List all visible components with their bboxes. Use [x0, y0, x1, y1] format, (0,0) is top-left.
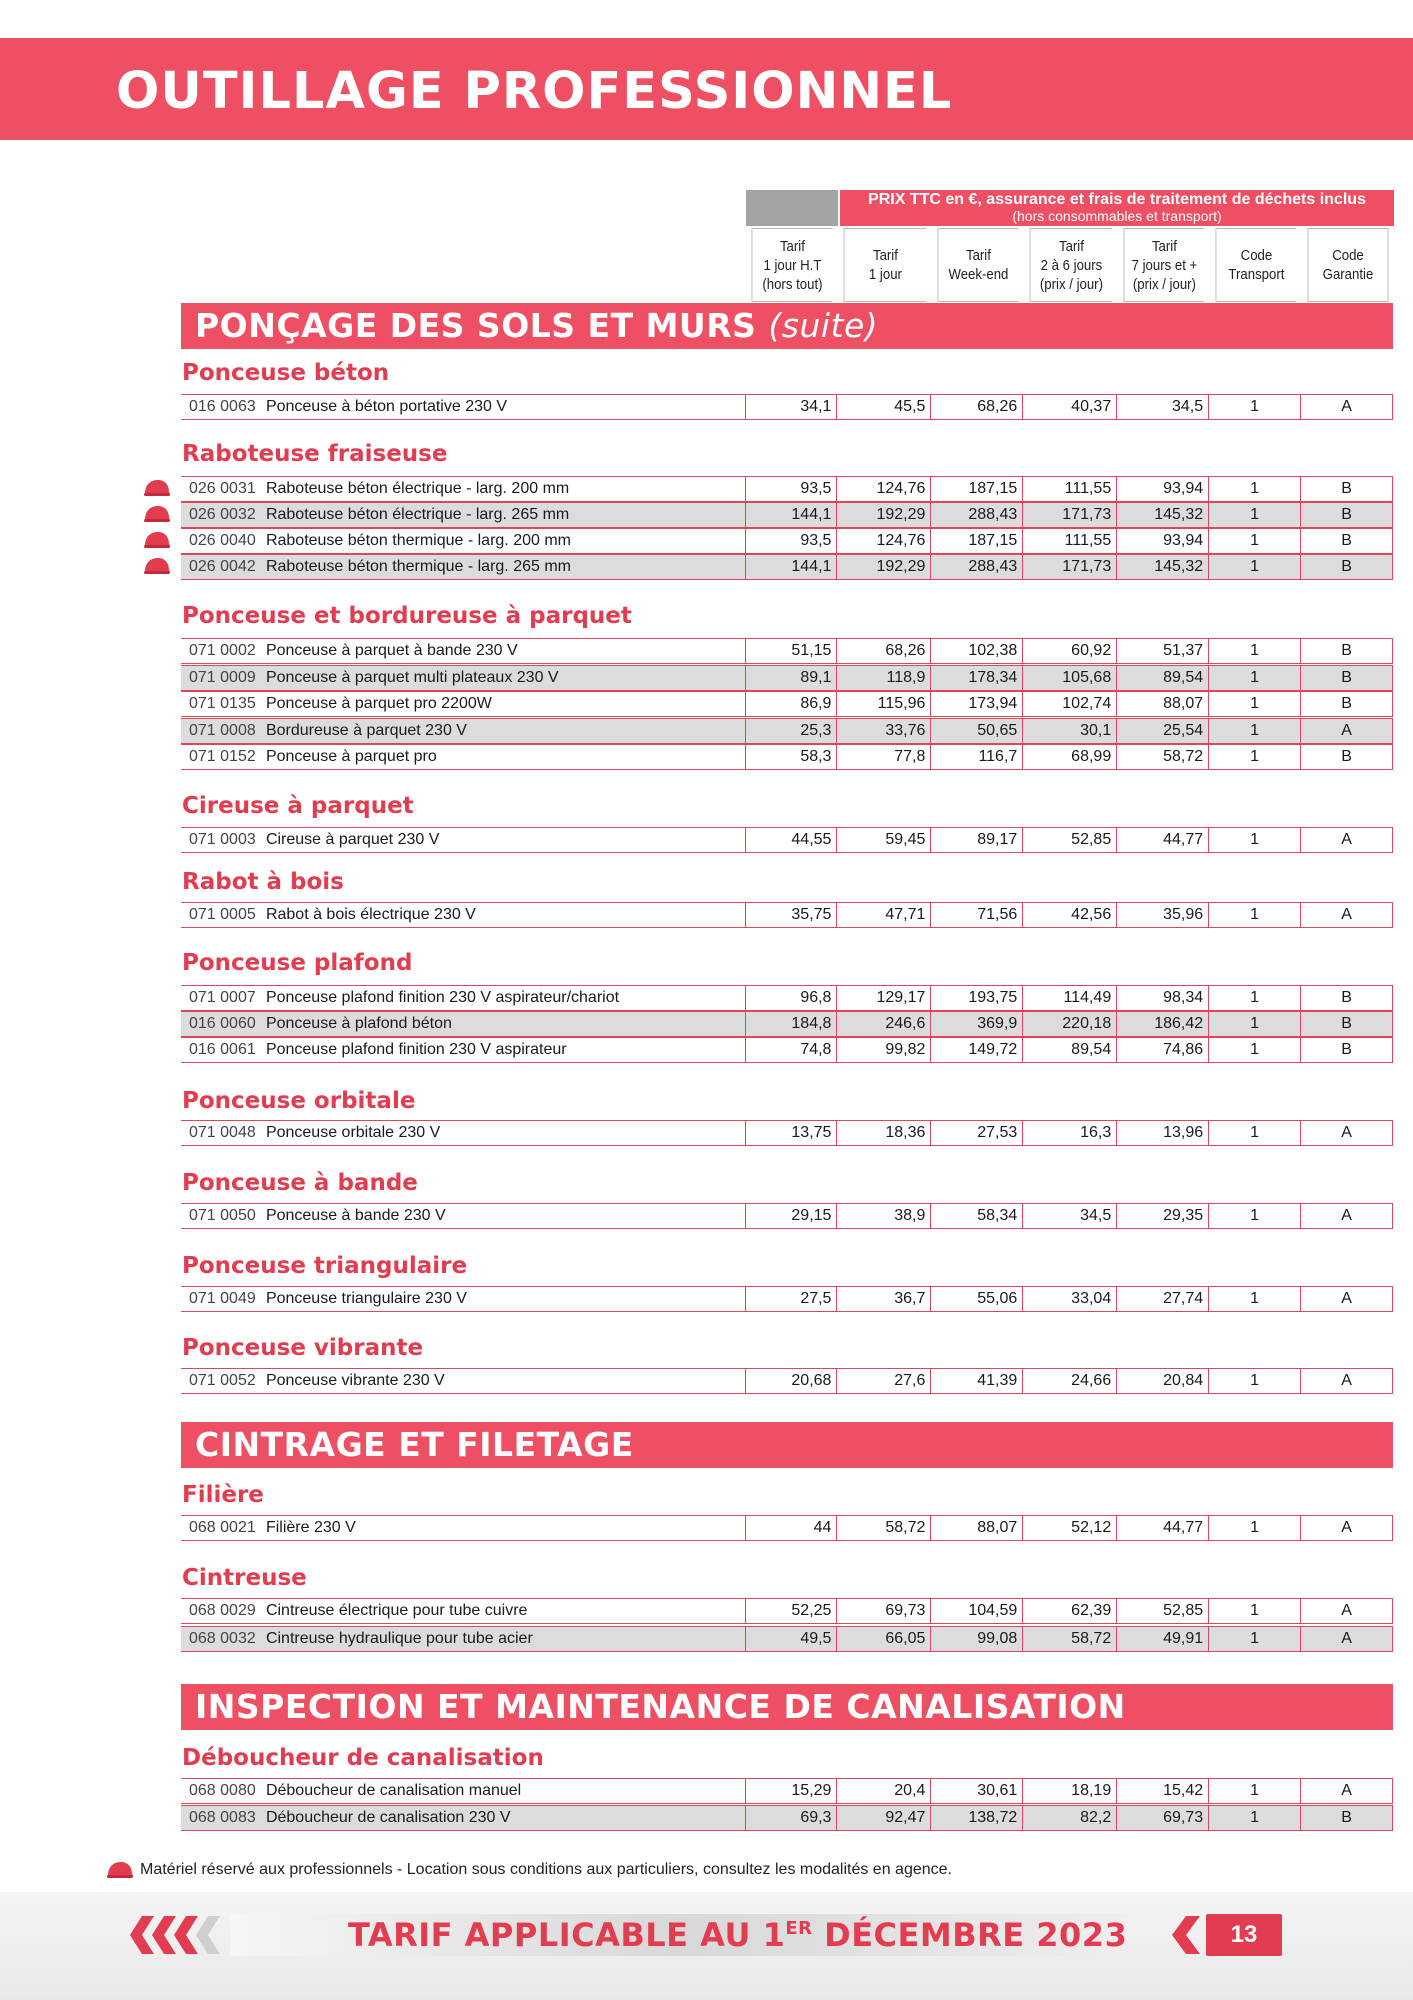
cell-ct: 1 [1209, 639, 1301, 663]
cell-d7: 44,77 [1117, 828, 1209, 852]
cell-d7: 34,5 [1117, 395, 1209, 419]
cell-d7: 15,42 [1117, 1779, 1209, 1803]
row-reference: 071 0135 [189, 695, 256, 712]
cell-d7: 98,34 [1117, 986, 1209, 1010]
cell-ht: 44,55 [746, 828, 838, 852]
chevron-left-icon [1166, 1912, 1206, 1958]
table-row [181, 1598, 1393, 1624]
header-grey-cap [746, 190, 838, 226]
helmet-icon [142, 556, 172, 576]
row-reference: 071 0049 [189, 1290, 256, 1307]
table-row [181, 476, 1393, 502]
footer-tariff-text [348, 1916, 1127, 1954]
cell-d26: 18,19 [1023, 1779, 1117, 1803]
row-reference: 068 0080 [189, 1782, 256, 1799]
cell-we: 55,06 [931, 1287, 1023, 1311]
cell-we: 58,34 [931, 1204, 1023, 1228]
cell-cg: A [1301, 1121, 1393, 1145]
table-row [181, 1368, 1393, 1394]
row-reference: 016 0061 [189, 1041, 256, 1058]
cell-ct: 1 [1209, 477, 1301, 501]
cell-j1: 20,4 [837, 1779, 931, 1803]
cell-ct: 1 [1209, 903, 1301, 927]
cell-j1: 58,72 [837, 1516, 931, 1540]
cell-ct: 1 [1209, 1038, 1301, 1062]
col-tarif-1-jour: Tarif 1 jour [844, 228, 927, 302]
cell-cg: B [1301, 745, 1393, 769]
cell-d26: 105,68 [1023, 666, 1117, 690]
row-reference: 071 0005 [189, 906, 256, 923]
cell-cg: A [1301, 903, 1393, 927]
cell-j1: 246,6 [837, 1012, 931, 1036]
cell-d7: 58,72 [1117, 745, 1209, 769]
cell-cg: B [1301, 986, 1393, 1010]
cell-d26: 62,39 [1023, 1599, 1117, 1623]
row-description: Filière 230 V [264, 1516, 746, 1540]
cell-d26: 171,73 [1023, 503, 1117, 527]
table-row [181, 1286, 1393, 1312]
cell-d26: 33,04 [1023, 1287, 1117, 1311]
cell-we: 288,43 [931, 503, 1023, 527]
cell-ht: 35,75 [746, 903, 838, 927]
cell-d26: 68,99 [1023, 745, 1117, 769]
row-description: Ponceuse à bande 230 V [264, 1204, 746, 1228]
cell-cg: B [1301, 477, 1393, 501]
helmet-icon [142, 504, 172, 524]
row-description: Ponceuse vibrante 230 V [264, 1369, 746, 1393]
cell-ht: 86,9 [746, 692, 838, 716]
cell-we: 173,94 [931, 692, 1023, 716]
cell-cg: A [1301, 395, 1393, 419]
cell-ht: 52,25 [746, 1599, 838, 1623]
row-description: Cintreuse électrique pour tube cuivre [264, 1599, 746, 1623]
cell-d7: 145,32 [1117, 503, 1209, 527]
cell-ct: 1 [1209, 555, 1301, 579]
category-heading: Ponceuse à bande [182, 1170, 418, 1196]
footer-text-main: TARIF APPLICABLE AU 1 [348, 1916, 786, 1954]
cell-we: 187,15 [931, 529, 1023, 553]
row-reference: 016 0060 [189, 1015, 256, 1032]
helmet-icon [106, 1860, 134, 1880]
cell-ct: 1 [1209, 1287, 1301, 1311]
cell-d7: 25,54 [1117, 719, 1209, 743]
col-tarif-2-6-jours: Tarif 2 à 6 jours (prix / jour) [1030, 228, 1113, 302]
cell-cg: A [1301, 1627, 1393, 1651]
cell-j1: 36,7 [837, 1287, 931, 1311]
cell-we: 102,38 [931, 639, 1023, 663]
cell-cg: A [1301, 828, 1393, 852]
cell-we: 71,56 [931, 903, 1023, 927]
cell-d7: 88,07 [1117, 692, 1209, 716]
cell-we: 178,34 [931, 666, 1023, 690]
table-row [181, 638, 1393, 664]
cell-cg: B [1301, 1806, 1393, 1830]
row-description: Ponceuse à parquet pro 2200W [264, 692, 746, 716]
row-description: Raboteuse béton thermique - larg. 200 mm [264, 529, 746, 553]
col-code-transport: Code Transport [1216, 228, 1297, 302]
helmet-icon [142, 478, 172, 498]
cell-we: 138,72 [931, 1806, 1023, 1830]
price-caption [840, 190, 1394, 226]
cell-j1: 38,9 [837, 1204, 931, 1228]
row-reference: 071 0007 [189, 989, 256, 1006]
row-description: Ponceuse à parquet pro [264, 745, 746, 769]
table-row [181, 1626, 1393, 1652]
section-title: INSPECTION ET MAINTENANCE DE CANALISATION [195, 1687, 1126, 1726]
cell-j1: 99,82 [837, 1038, 931, 1062]
cell-d26: 171,73 [1023, 555, 1117, 579]
cell-ct: 1 [1209, 1204, 1301, 1228]
cell-cg: A [1301, 1516, 1393, 1540]
cell-ht: 51,15 [746, 639, 838, 663]
row-reference: 071 0009 [189, 669, 256, 686]
row-reference: 026 0040 [189, 532, 256, 549]
category-heading: Cireuse à parquet [182, 793, 414, 819]
cell-cg: B [1301, 1012, 1393, 1036]
cell-d26: 114,49 [1023, 986, 1117, 1010]
category-heading: Raboteuse fraiseuse [182, 441, 448, 467]
cell-we: 104,59 [931, 1599, 1023, 1623]
col-tarif-week-end: Tarif Week-end [938, 228, 1019, 302]
cell-we: 50,65 [931, 719, 1023, 743]
row-description: Déboucheur de canalisation manuel [264, 1779, 746, 1803]
table-row [181, 1011, 1393, 1037]
footer-text-sup: ER [785, 1918, 813, 1939]
cell-j1: 124,76 [837, 477, 931, 501]
cell-d26: 89,54 [1023, 1038, 1117, 1062]
cell-ct: 1 [1209, 986, 1301, 1010]
row-reference: 026 0031 [189, 480, 256, 497]
cell-we: 369,9 [931, 1012, 1023, 1036]
cell-d7: 93,94 [1117, 529, 1209, 553]
row-description: Ponceuse à béton portative 230 V [264, 395, 746, 419]
cell-d7: 89,54 [1117, 666, 1209, 690]
row-description: Ponceuse triangulaire 230 V [264, 1287, 746, 1311]
cell-j1: 124,76 [837, 529, 931, 553]
cell-cg: A [1301, 1599, 1393, 1623]
cell-cg: B [1301, 503, 1393, 527]
category-heading: Filière [182, 1482, 264, 1508]
row-description: Cireuse à parquet 230 V [264, 828, 746, 852]
cell-ct: 1 [1209, 1121, 1301, 1145]
cell-ht: 34,1 [746, 395, 838, 419]
cell-j1: 77,8 [837, 745, 931, 769]
table-row [181, 665, 1393, 691]
row-description: Raboteuse béton thermique - larg. 265 mm [264, 555, 746, 579]
cell-cg: B [1301, 666, 1393, 690]
row-reference: 026 0032 [189, 506, 256, 523]
cell-ht: 74,8 [746, 1038, 838, 1062]
col-tarif-ht: Tarif 1 jour H.T (hors tout) [752, 228, 833, 302]
cell-j1: 115,96 [837, 692, 931, 716]
table-row [181, 554, 1393, 580]
cell-d26: 52,12 [1023, 1516, 1117, 1540]
cell-d26: 220,18 [1023, 1012, 1117, 1036]
col-tarif-7-jours: Tarif 7 jours et + (prix / jour) [1124, 228, 1205, 302]
price-table-header [746, 190, 1394, 302]
row-reference: 026 0042 [189, 558, 256, 575]
cell-ht: 144,1 [746, 555, 838, 579]
cell-ct: 1 [1209, 692, 1301, 716]
category-heading: Cintreuse [182, 1565, 307, 1591]
category-heading: Ponceuse et bordureuse à parquet [182, 603, 632, 629]
table-row [181, 1120, 1393, 1146]
table-row [181, 1805, 1393, 1831]
col-code-garantie: Code Garantie [1308, 228, 1389, 302]
cell-ht: 89,1 [746, 666, 838, 690]
cell-j1: 33,76 [837, 719, 931, 743]
cell-ht: 144,1 [746, 503, 838, 527]
cell-d26: 58,72 [1023, 1627, 1117, 1651]
row-description: Ponceuse à parquet à bande 230 V [264, 639, 746, 663]
cell-ct: 1 [1209, 719, 1301, 743]
table-row [181, 1037, 1393, 1063]
cell-ht: 27,5 [746, 1287, 838, 1311]
cell-j1: 129,17 [837, 986, 931, 1010]
cell-ct: 1 [1209, 1806, 1301, 1830]
category-heading: Ponceuse plafond [182, 950, 413, 976]
table-row [181, 1778, 1393, 1804]
cell-d7: 13,96 [1117, 1121, 1209, 1145]
cell-cg: B [1301, 639, 1393, 663]
cell-cg: B [1301, 529, 1393, 553]
cell-we: 187,15 [931, 477, 1023, 501]
cell-d26: 82,2 [1023, 1806, 1117, 1830]
table-row [181, 502, 1393, 528]
cell-j1: 68,26 [837, 639, 931, 663]
footnote [106, 1860, 952, 1880]
row-description: Ponceuse plafond finition 230 V aspirateur [264, 1038, 746, 1062]
cell-d26: 102,74 [1023, 692, 1117, 716]
cell-cg: A [1301, 1204, 1393, 1228]
row-reference: 068 0032 [189, 1630, 256, 1647]
cell-we: 88,07 [931, 1516, 1023, 1540]
row-reference: 071 0152 [189, 748, 256, 765]
cell-ht: 29,15 [746, 1204, 838, 1228]
cell-cg: A [1301, 1779, 1393, 1803]
cell-ht: 69,3 [746, 1806, 838, 1830]
section-inspection [181, 1684, 1393, 1730]
cell-ct: 1 [1209, 666, 1301, 690]
cell-we: 149,72 [931, 1038, 1023, 1062]
chevrons-left-icon [128, 1912, 228, 1958]
cell-ht: 93,5 [746, 477, 838, 501]
cell-j1: 192,29 [837, 503, 931, 527]
price-caption-line2: (hors consommables et transport) [1012, 208, 1222, 224]
cell-ct: 1 [1209, 1627, 1301, 1651]
cell-d26: 24,66 [1023, 1369, 1117, 1393]
section-suffix: (suite) [768, 306, 879, 345]
cell-ct: 1 [1209, 745, 1301, 769]
cell-d7: 20,84 [1117, 1369, 1209, 1393]
cell-ht: 13,75 [746, 1121, 838, 1145]
table-row [181, 1203, 1393, 1229]
cell-j1: 192,29 [837, 555, 931, 579]
cell-we: 193,75 [931, 986, 1023, 1010]
category-heading: Rabot à bois [182, 869, 344, 895]
cell-we: 41,39 [931, 1369, 1023, 1393]
cell-we: 89,17 [931, 828, 1023, 852]
section-cintrage [181, 1422, 1393, 1468]
cell-ct: 1 [1209, 1369, 1301, 1393]
cell-d26: 111,55 [1023, 477, 1117, 501]
cell-j1: 45,5 [837, 395, 931, 419]
cell-j1: 59,45 [837, 828, 931, 852]
section-title: CINTRAGE ET FILETAGE [195, 1425, 634, 1464]
cell-we: 116,7 [931, 745, 1023, 769]
cell-j1: 118,9 [837, 666, 931, 690]
cell-j1: 47,71 [837, 903, 931, 927]
cell-d26: 60,92 [1023, 639, 1117, 663]
row-description: Déboucheur de canalisation 230 V [264, 1806, 746, 1830]
cell-d7: 35,96 [1117, 903, 1209, 927]
cell-d7: 44,77 [1117, 1516, 1209, 1540]
cell-ht: 15,29 [746, 1779, 838, 1803]
category-heading: Ponceuse vibrante [182, 1335, 424, 1361]
cell-d26: 52,85 [1023, 828, 1117, 852]
top-banner [0, 38, 1413, 140]
cell-j1: 18,36 [837, 1121, 931, 1145]
row-description: Bordureuse à parquet 230 V [264, 719, 746, 743]
cell-d7: 49,91 [1117, 1627, 1209, 1651]
cell-j1: 92,47 [837, 1806, 931, 1830]
cell-cg: A [1301, 1369, 1393, 1393]
cell-j1: 69,73 [837, 1599, 931, 1623]
table-row [181, 691, 1393, 717]
row-reference: 071 0002 [189, 642, 256, 659]
row-description: Ponceuse à parquet multi plateaux 230 V [264, 666, 746, 690]
cell-ct: 1 [1209, 1012, 1301, 1036]
section-title: PONÇAGE DES SOLS ET MURS [195, 306, 757, 345]
cell-j1: 66,05 [837, 1627, 931, 1651]
cell-ct: 1 [1209, 828, 1301, 852]
cell-ht: 49,5 [746, 1627, 838, 1651]
table-row [181, 1515, 1393, 1541]
cell-d7: 52,85 [1117, 1599, 1209, 1623]
cell-d7: 145,32 [1117, 555, 1209, 579]
cell-d26: 16,3 [1023, 1121, 1117, 1145]
cell-d7: 186,42 [1117, 1012, 1209, 1036]
page-title: OUTILLAGE PROFESSIONNEL [116, 62, 953, 121]
row-reference: 071 0052 [189, 1372, 256, 1389]
page-number: 13 [1206, 1914, 1282, 1956]
cell-ct: 1 [1209, 529, 1301, 553]
row-description: Ponceuse à plafond béton [264, 1012, 746, 1036]
cell-ht: 44 [746, 1516, 838, 1540]
cell-d7: 51,37 [1117, 639, 1209, 663]
cell-d7: 93,94 [1117, 477, 1209, 501]
cell-d7: 29,35 [1117, 1204, 1209, 1228]
cell-d7: 69,73 [1117, 1806, 1209, 1830]
cell-d26: 34,5 [1023, 1204, 1117, 1228]
footer-text-date: DÉCEMBRE 2023 [812, 1916, 1128, 1954]
table-row [181, 528, 1393, 554]
cell-d26: 30,1 [1023, 719, 1117, 743]
cell-d26: 40,37 [1023, 395, 1117, 419]
cell-d7: 74,86 [1117, 1038, 1209, 1062]
cell-ht: 20,68 [746, 1369, 838, 1393]
table-row [181, 744, 1393, 770]
row-description: Raboteuse béton électrique - larg. 200 mm [264, 477, 746, 501]
cell-d7: 27,74 [1117, 1287, 1209, 1311]
cell-cg: B [1301, 692, 1393, 716]
cell-ct: 1 [1209, 1779, 1301, 1803]
cell-we: 68,26 [931, 395, 1023, 419]
row-description: Raboteuse béton électrique - larg. 265 mm [264, 503, 746, 527]
row-reference: 068 0083 [189, 1809, 256, 1826]
cell-we: 288,43 [931, 555, 1023, 579]
cell-we: 30,61 [931, 1779, 1023, 1803]
cell-d26: 111,55 [1023, 529, 1117, 553]
footnote-text: Matériel réservé aux professionnels - Location sous conditions aux particuliers, consultez les modalités en agence. [140, 1861, 952, 1878]
category-heading: Ponceuse orbitale [182, 1088, 416, 1114]
cell-ht: 25,3 [746, 719, 838, 743]
cell-cg: A [1301, 1287, 1393, 1311]
row-description: Ponceuse orbitale 230 V [264, 1121, 746, 1145]
table-row [181, 718, 1393, 744]
row-description: Cintreuse hydraulique pour tube acier [264, 1627, 746, 1651]
cell-d26: 42,56 [1023, 903, 1117, 927]
cell-ct: 1 [1209, 1599, 1301, 1623]
row-description: Ponceuse plafond finition 230 V aspirateur/chariot [264, 986, 746, 1010]
cell-ht: 184,8 [746, 1012, 838, 1036]
category-heading: Ponceuse triangulaire [182, 1253, 468, 1279]
cell-ht: 96,8 [746, 986, 838, 1010]
row-reference: 071 0048 [189, 1124, 256, 1141]
cell-ct: 1 [1209, 395, 1301, 419]
table-row [181, 827, 1393, 853]
table-row [181, 902, 1393, 928]
row-reference: 071 0003 [189, 831, 256, 848]
table-row [181, 394, 1393, 420]
price-caption-line1: PRIX TTC en €, assurance et frais de traitement de déchets inclus [868, 191, 1366, 208]
cell-cg: B [1301, 555, 1393, 579]
cell-ct: 1 [1209, 1516, 1301, 1540]
cell-ht: 93,5 [746, 529, 838, 553]
cell-cg: A [1301, 719, 1393, 743]
cell-j1: 27,6 [837, 1369, 931, 1393]
row-reference: 071 0008 [189, 722, 256, 739]
row-reference: 071 0050 [189, 1207, 256, 1224]
row-reference: 068 0029 [189, 1602, 256, 1619]
cell-we: 27,53 [931, 1121, 1023, 1145]
table-row [181, 985, 1393, 1011]
category-heading: Ponceuse béton [182, 360, 390, 386]
cell-we: 99,08 [931, 1627, 1023, 1651]
category-heading: Déboucheur de canalisation [182, 1745, 544, 1771]
cell-ct: 1 [1209, 503, 1301, 527]
row-description: Rabot à bois électrique 230 V [264, 903, 746, 927]
section-poncage [181, 303, 1393, 349]
cell-ht: 58,3 [746, 745, 838, 769]
cell-cg: B [1301, 1038, 1393, 1062]
row-reference: 068 0021 [189, 1519, 256, 1536]
helmet-icon [142, 530, 172, 550]
column-headers [746, 228, 1394, 302]
row-reference: 016 0063 [189, 398, 256, 415]
